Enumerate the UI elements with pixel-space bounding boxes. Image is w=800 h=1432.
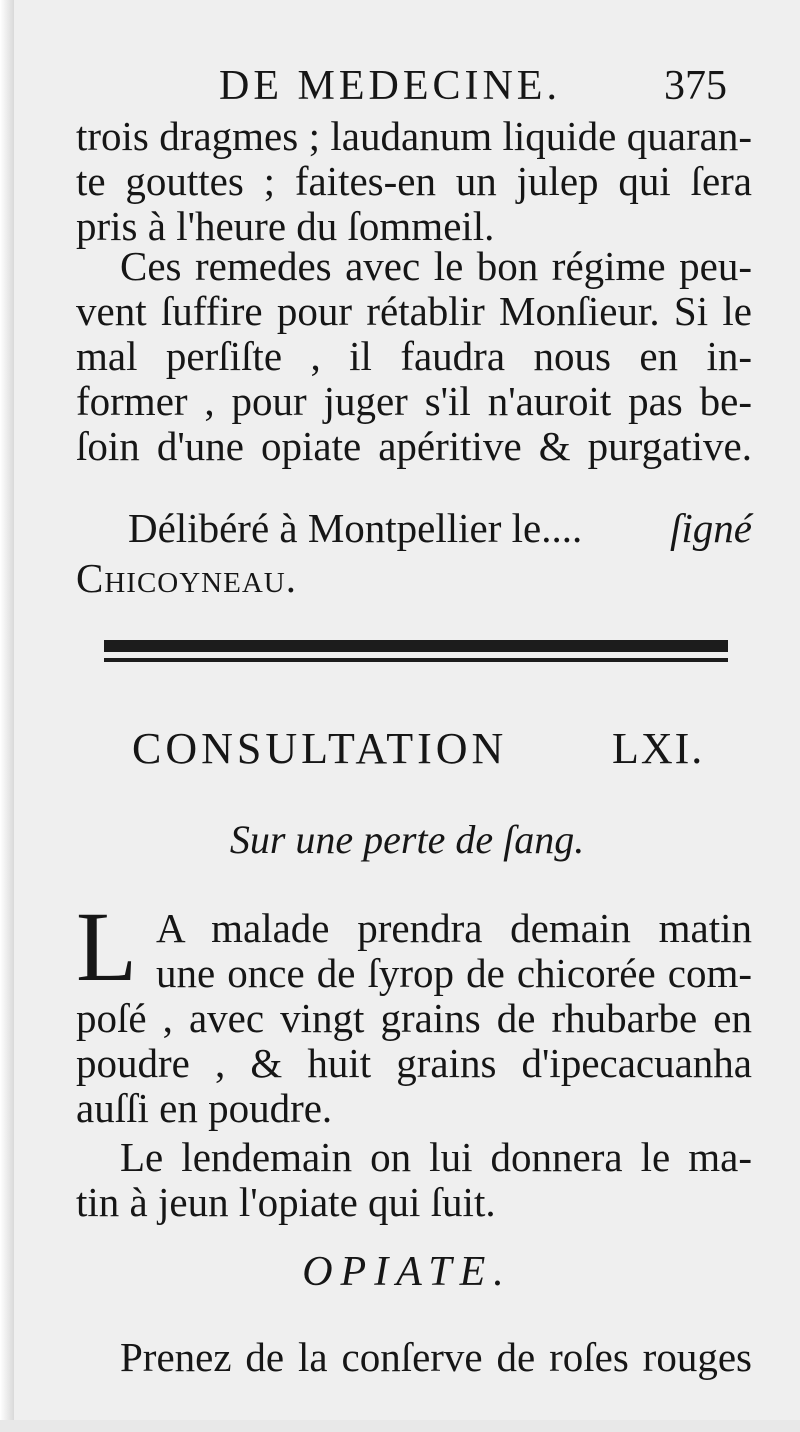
book-page: [14, 0, 800, 1420]
text-line: poſé , avec vingt grains de rhubarbe en: [76, 995, 752, 1041]
text-line: Le lendemain on lui donnera le ma-: [120, 1134, 752, 1180]
paragraph-continuation: [76, 114, 752, 249]
opiate-heading: OPIATE.: [302, 1249, 512, 1295]
text-line: Ces remedes avec le bon régime peu-: [120, 243, 752, 289]
text-line: une once de ſyrop de chicorée com-: [156, 950, 752, 996]
consultation-number: LXI.: [612, 724, 705, 773]
text-line: former , pour juger s'il n'auroit pas be-: [76, 378, 752, 424]
deliberation-line: [76, 503, 752, 553]
text-line: pris à l'heure du ſommeil.: [76, 203, 495, 249]
signatory-name: Chicoyneau.: [76, 555, 297, 601]
text-line: A malade prendra demain matin: [156, 905, 752, 951]
paragraph-remedies: [76, 244, 752, 469]
text-line: Prenez de la conſerve de roſes rouges: [120, 1334, 752, 1380]
section-rule-thick: [104, 640, 728, 652]
text-line: te gouttes ; faites-en un julep qui ſera: [76, 158, 752, 204]
text-line: vent ſuffire pour rétablir Monſieur. Si le: [76, 288, 752, 334]
consultation-title: CONSULTATION: [132, 724, 508, 773]
text-line: ſoin d'une opiate apéritive & purgative.: [76, 423, 752, 469]
signe-text: ſigné: [670, 505, 752, 551]
text-line: poudre , & huit grains d'ipecacuanha: [76, 1040, 752, 1086]
text-line: trois dragmes ; laudanum liquide quaran-: [76, 113, 752, 159]
page-bottom-edge: [0, 1420, 800, 1432]
paragraph-next-day: [76, 1135, 752, 1225]
running-header: [14, 62, 800, 112]
text-line: mal perſiſte , il faudra nous en in-: [76, 333, 752, 379]
section-rule-thin: [104, 658, 728, 662]
text-line: auſſi en poudre.: [76, 1085, 333, 1131]
consultation-subtitle: Sur une perte de ſang.: [229, 817, 585, 862]
paragraph-opiate: [76, 1335, 752, 1380]
drop-cap: L: [76, 891, 138, 1002]
running-title: DE MEDECINE.: [219, 63, 561, 109]
page-number: 375: [664, 63, 727, 109]
paragraph-prescription: [76, 906, 752, 1131]
deliberation-text: Délibéré à Montpellier le....: [128, 505, 583, 551]
text-line: tin à jeun l'opiate qui ſuit.: [76, 1179, 496, 1225]
page-edge: [0, 0, 14, 1432]
signature-block: [76, 503, 752, 603]
